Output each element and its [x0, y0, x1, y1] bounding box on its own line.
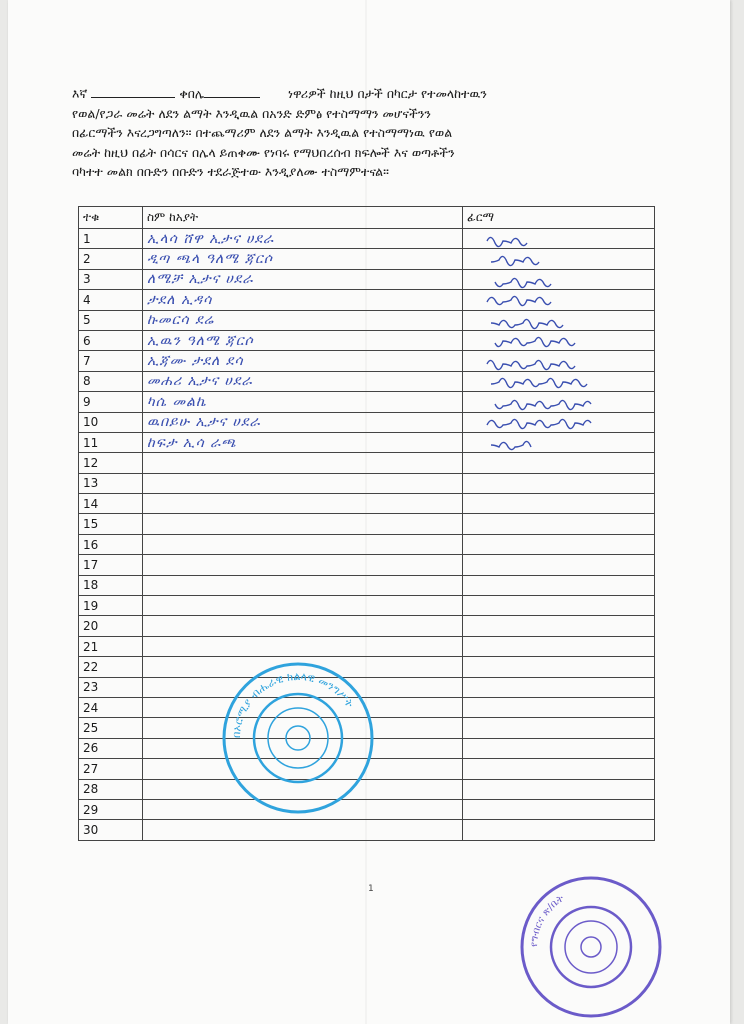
- table-row: [79, 820, 655, 840]
- paragraph-line-2: የወል/የጋራ መሬት ለደን ልማት እንዲዉል በአንድ ድምፅ የተስማማን መሆናችንን: [72, 105, 431, 121]
- row-signature: [463, 718, 655, 738]
- row-signature: [463, 473, 655, 493]
- consent-paragraph: [72, 84, 647, 182]
- row-signature: [463, 575, 655, 595]
- row-signature: [463, 596, 655, 616]
- purple-stamp-outer-ring: [522, 878, 660, 1016]
- row-number: 7: [79, 351, 143, 371]
- purple-stamp-inner-ring: [551, 907, 631, 987]
- page-number: 1: [368, 884, 374, 894]
- table-row: [79, 229, 655, 249]
- signature-scribble-icon: [467, 372, 647, 391]
- row-signature: [463, 290, 655, 310]
- row-signature: [463, 677, 655, 697]
- row-name-handwritten: [143, 534, 463, 554]
- table-row: [79, 412, 655, 432]
- row-number: 21: [79, 636, 143, 656]
- row-number: 15: [79, 514, 143, 534]
- row-name-handwritten: [143, 616, 463, 636]
- row-number: 16: [79, 534, 143, 554]
- header-signature: ፊርማ: [463, 207, 655, 229]
- row-signature: [463, 249, 655, 269]
- row-signature: [463, 453, 655, 473]
- signature-scribble-icon: [467, 229, 647, 248]
- table-row: [79, 392, 655, 412]
- table-row: [79, 534, 655, 554]
- row-number: 29: [79, 799, 143, 819]
- row-name-handwritten: [143, 494, 463, 514]
- blank-name-field: [91, 85, 175, 98]
- signature-scribble-icon: [467, 433, 647, 452]
- row-signature: [463, 534, 655, 554]
- row-signature: [463, 229, 655, 249]
- paragraph-line-3: በፊርማችን እናረጋግጣለን። በተጨማሪም ለደን ልማት እንዲዉል የተስማማነዉ የወል: [72, 125, 453, 140]
- table-row: [79, 596, 655, 616]
- row-signature: [463, 514, 655, 534]
- row-name-handwritten: [143, 575, 463, 595]
- paragraph-we: እኛ: [72, 86, 88, 101]
- row-number: 2: [79, 249, 143, 269]
- table-row: [79, 330, 655, 350]
- row-number: 12: [79, 453, 143, 473]
- table-row: [79, 473, 655, 493]
- paragraph-line-1-end: ነዋሪዎች ከዚህ በታች በካርታ የተመላከተዉን: [288, 86, 487, 101]
- row-signature: [463, 351, 655, 371]
- row-name-handwritten: ታደለ ኢዳሳ: [143, 290, 463, 310]
- table-row: [79, 453, 655, 473]
- row-number: 18: [79, 575, 143, 595]
- row-name-handwritten: ኢዉን ዓለሜ ጃርሶ: [143, 330, 463, 350]
- row-name-handwritten: ኩመርሳ ደሬ: [143, 310, 463, 330]
- header-number: ተቁ: [79, 207, 143, 229]
- table-row: [79, 432, 655, 452]
- row-number: 17: [79, 555, 143, 575]
- row-number: 10: [79, 412, 143, 432]
- row-name-handwritten: ከፍታ ኢሳ ራጫ: [143, 432, 463, 452]
- row-signature: [463, 555, 655, 575]
- signature-scribble-icon: [467, 352, 647, 371]
- row-number: 3: [79, 269, 143, 289]
- row-number: 5: [79, 310, 143, 330]
- stamp-outer-ring: [224, 664, 372, 812]
- row-number: 23: [79, 677, 143, 697]
- row-name-handwritten: ኢላሳ ሸዋ ኢታና ሀደራ: [143, 229, 463, 249]
- row-number: 24: [79, 697, 143, 717]
- row-number: 4: [79, 290, 143, 310]
- table-row: [79, 616, 655, 636]
- table-row: [79, 269, 655, 289]
- table-row: [79, 555, 655, 575]
- table-row: [79, 249, 655, 269]
- paragraph-line-4: መሬት ከዚህ በፊት በሳርና በሌላ ይጠቀሙ የነባሩ የማህበረሰብ ክፍሎች እና ወጣቶችን: [72, 144, 455, 160]
- row-signature: [463, 779, 655, 799]
- row-name-handwritten: [143, 555, 463, 575]
- row-number: 19: [79, 596, 143, 616]
- signature-scribble-icon: [467, 290, 647, 309]
- row-number: 26: [79, 738, 143, 758]
- row-signature: [463, 657, 655, 677]
- signature-scribble-icon: [467, 392, 647, 411]
- table-row: [79, 636, 655, 656]
- row-signature: [463, 330, 655, 350]
- row-number: 13: [79, 473, 143, 493]
- row-signature: [463, 432, 655, 452]
- header-name: ስም ከአያት: [143, 207, 463, 229]
- row-name-handwritten: ለሜቻ ኢታና ሀደራ: [143, 269, 463, 289]
- row-signature: [463, 269, 655, 289]
- row-signature: [463, 494, 655, 514]
- row-name-handwritten: [143, 514, 463, 534]
- row-name-handwritten: [143, 453, 463, 473]
- row-number: 28: [79, 779, 143, 799]
- row-name-handwritten: ካሴ መልኬ: [143, 392, 463, 412]
- table-header-row: [79, 207, 655, 229]
- table-row: [79, 290, 655, 310]
- row-number: 8: [79, 371, 143, 391]
- signature-scribble-icon: [467, 250, 647, 269]
- row-signature: [463, 412, 655, 432]
- row-signature: [463, 697, 655, 717]
- row-number: 1: [79, 229, 143, 249]
- purple-stamp-emblem-icon: [581, 937, 601, 957]
- row-signature: [463, 616, 655, 636]
- blank-kebele-field: [204, 85, 260, 98]
- signature-scribble-icon: [467, 331, 647, 350]
- row-name-handwritten: [143, 820, 463, 840]
- row-signature: [463, 392, 655, 412]
- row-name-handwritten: [143, 473, 463, 493]
- row-number: 20: [79, 616, 143, 636]
- row-signature: [463, 759, 655, 779]
- row-number: 14: [79, 494, 143, 514]
- row-signature: [463, 371, 655, 391]
- row-number: 9: [79, 392, 143, 412]
- paragraph-line-5: ባካተተ መልክ በቡድን በቡድን ተደራጅተው እንዲያለሙ ተስማምተናል።: [72, 164, 389, 179]
- stamp-emblem-icon: [286, 726, 310, 750]
- stamp-inner-ring: [254, 694, 342, 782]
- row-signature: [463, 820, 655, 840]
- row-name-handwritten: ዉበይሁ ኢታና ሀደራ: [143, 412, 463, 432]
- purple-stamp-ring-text: የግብርና ጽ/ቤት: [528, 893, 567, 948]
- row-name-handwritten: ዲጣ ጫላ ዓለሜ ጃርሶ: [143, 249, 463, 269]
- row-signature: [463, 799, 655, 819]
- stamp-center-ring: [268, 708, 328, 768]
- row-number: 25: [79, 718, 143, 738]
- paragraph-line-1: [72, 84, 647, 104]
- row-name-handwritten: ኢጃሙ ታደለ ደሳ: [143, 351, 463, 371]
- table-row: [79, 351, 655, 371]
- row-name-handwritten: [143, 596, 463, 616]
- row-number: 6: [79, 330, 143, 350]
- signature-scribble-icon: [467, 270, 647, 289]
- table-row: [79, 310, 655, 330]
- blue-kebele-stamp: [220, 660, 376, 816]
- row-signature: [463, 636, 655, 656]
- signature-scribble-icon: [467, 413, 647, 432]
- table-row: [79, 575, 655, 595]
- row-name-handwritten: [143, 636, 463, 656]
- row-number: 22: [79, 657, 143, 677]
- table-row: [79, 514, 655, 534]
- row-number: 11: [79, 432, 143, 452]
- stamp-ring-text: በኦሮሚያ ብሔራዊ ክልላዊ መንግሥት: [229, 669, 357, 739]
- purple-stamp-center-ring: [565, 921, 617, 973]
- row-signature: [463, 738, 655, 758]
- row-name-handwritten: መሐሪ ኢታና ሀደራ: [143, 371, 463, 391]
- row-signature: [463, 310, 655, 330]
- purple-office-stamp: [518, 874, 664, 1020]
- row-number: 30: [79, 820, 143, 840]
- table-row: [79, 494, 655, 514]
- signature-scribble-icon: [467, 311, 647, 330]
- row-number: 27: [79, 759, 143, 779]
- table-row: [79, 371, 655, 391]
- paragraph-kebele: ቀበሌ: [179, 86, 205, 101]
